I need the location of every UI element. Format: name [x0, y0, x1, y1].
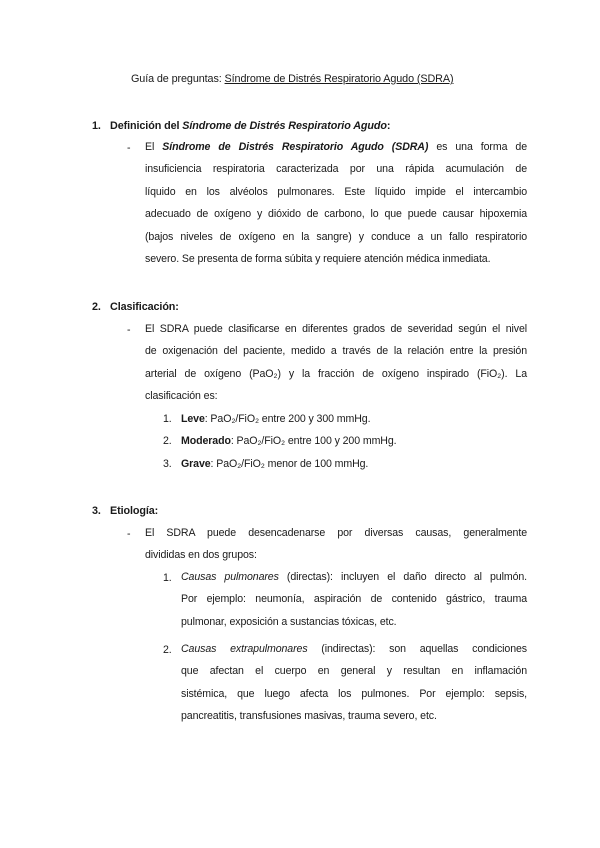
cause-number: 1. — [163, 572, 172, 584]
section-2-number: 2. — [92, 301, 101, 313]
paragraph-line: insuficiencia respiratoria caracterizada por una rápida acumulación de — [145, 163, 527, 176]
section-1-label-end: : — [386, 120, 391, 132]
paragraph-line: de oxigenación del paciente, medido a través de la relación entre la presión — [145, 345, 527, 358]
list-text — [181, 408, 370, 430]
paragraph-line: pancreatitis, transfusiones masivas, trauma severo, etc. — [181, 710, 437, 723]
severity-range: : PaO₂/FiO₂ entre 200 y 300 mmHg. — [204, 413, 371, 425]
cause-number: 2. — [163, 644, 172, 656]
list-number: 1. — [163, 413, 172, 425]
document-title — [131, 73, 453, 85]
paragraph-line: arterial de oxígeno (PaO₂) y la fracción de oxígeno inspirado (FiO₂). La — [145, 367, 527, 380]
title-prefix: Guía de preguntas: — [131, 73, 225, 85]
paragraph-line — [181, 638, 527, 660]
list-item — [163, 408, 463, 430]
severity-label: Grave — [181, 457, 211, 470]
severity-range: : PaO₂/FiO₂ entre 100 y 200 mmHg. — [230, 435, 397, 448]
paragraph-line: severo. Se presenta de forma súbita y requiere atención médica inmediata. — [145, 252, 491, 265]
section-1-label-italic: Síndrome de Distrés Respiratorio Agudo — [182, 120, 387, 132]
section-2-bullet: - — [127, 324, 131, 336]
severity-range: : PaO₂/FiO₂ menor de 100 mmHg. — [210, 457, 369, 470]
paragraph-line: adecuado de oxígeno y dióxido de carbono, lo que puede causar hipoxemia — [145, 208, 527, 221]
section-3-bullet: - — [127, 528, 131, 540]
section-2-paragraph — [145, 318, 527, 408]
list-number: 3. — [163, 457, 172, 470]
section-1-label: Definición del — [110, 120, 183, 132]
paragraph-line: clasificación es: — [145, 390, 218, 403]
paragraph-line: sistémica, que luego afecta los pulmones. Por ejemplo: sepsis, — [181, 687, 527, 700]
text-run: (directas): incluyen el daño directo al pulmón. — [278, 571, 527, 583]
cause-title: Causas pulmonares — [181, 571, 279, 583]
section-1-paragraph — [145, 136, 527, 270]
cause-pulmonary — [181, 566, 527, 633]
section-3-heading — [92, 505, 158, 517]
section-1-heading — [92, 120, 390, 132]
list-number: 2. — [163, 435, 172, 448]
severity-label: Moderado — [181, 435, 231, 448]
severity-label: Leve — [181, 413, 205, 425]
list-text — [181, 430, 397, 452]
paragraph-line: El SDRA puede desencadenarse por diversas causas, generalmente — [145, 527, 527, 539]
text-run: (indirectas): son aquellas condiciones — [307, 643, 527, 655]
section-1-bullet: - — [127, 142, 131, 154]
text-run: es una forma de — [428, 141, 527, 153]
paragraph-line: que afectan el cuerpo en general y resultan en inflamación — [181, 665, 527, 678]
list-item — [163, 430, 463, 452]
paragraph-line: líquido en los alvéolos pulmonares. Este líquido impide el intercambio — [145, 185, 527, 198]
section-3-number: 3. — [92, 505, 101, 517]
paragraph-line: divididas en dos grupos: — [145, 549, 257, 562]
list-text — [181, 453, 368, 475]
section-3-paragraph — [145, 522, 527, 567]
paragraph-line: pulmonar, exposición a sustancias tóxicas, etc. — [181, 615, 397, 628]
sdra-term: Síndrome de Distrés Respiratorio Agudo (SDRA) — [162, 141, 429, 153]
section-3-label: Etiología: — [110, 505, 159, 517]
section-2-heading — [92, 301, 179, 313]
section-1-number: 1. — [92, 120, 101, 132]
title-topic: Síndrome de Distrés Respiratorio Agudo (SDRA) — [224, 73, 454, 85]
paragraph-line: (bajos niveles de oxígeno en la sangre) y conduce a un fallo respiratorio — [145, 230, 527, 243]
paragraph-line — [145, 136, 527, 158]
cause-extrapulmonary — [181, 638, 527, 728]
cause-title: Causas extrapulmonares — [181, 643, 308, 655]
text-run: El — [145, 141, 163, 153]
paragraph-line: El SDRA puede clasificarse en diferentes grados de severidad según el nivel — [145, 323, 527, 335]
paragraph-line: Por ejemplo: neumonía, aspiración de contenido gástrico, trauma — [181, 593, 527, 606]
list-item — [163, 453, 463, 475]
paragraph-line — [181, 566, 527, 588]
section-2-label: Clasificación: — [110, 301, 179, 313]
